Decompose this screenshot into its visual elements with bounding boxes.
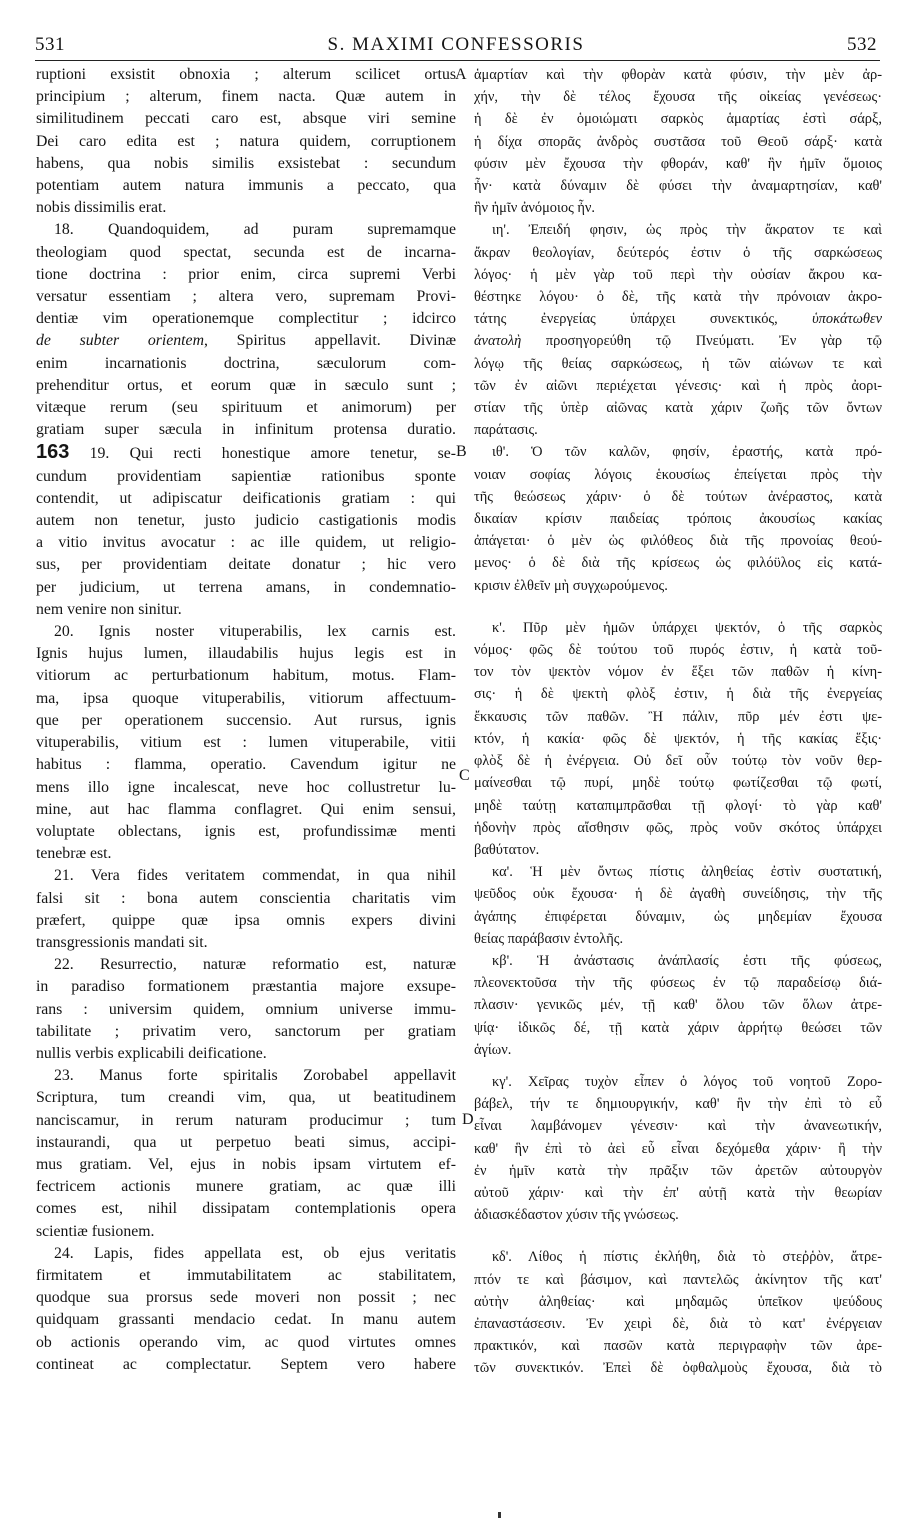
greek-line: ἁμαρτίαν καὶ τὴν φθορὰν κατὰ φύσιν, τὴν μὲν ἀρ- xyxy=(474,67,882,83)
greek-line: τον τὸν ψεκτὸν νόμον ἐν ἕξει τῶν παθῶν ἡ κίνη- xyxy=(474,664,882,681)
latin-line: sus, per providentiam deitate donatur ; hic vero xyxy=(36,556,456,574)
latin-line: nanciscamur, in rerum naturam producimur ; tum xyxy=(36,1111,456,1129)
section-marker-a: A xyxy=(455,66,467,83)
latin-line: Ignis hujus lumen, illaudabilis hujus legis est in xyxy=(36,645,456,663)
latin-line: rans : universim quidem, omnium universe immu- xyxy=(36,1000,456,1018)
latin-line: per judicium, ut terrena amans, in condemnatio- xyxy=(36,578,456,596)
greek-line: πλασιν· γενικῶς μέν, τῇ καθ' ὅλου τῶν ὅλων ἀτρε- xyxy=(474,997,882,1014)
latin-line: a vitio invitus avocatur : ac ille quidem, ut religio- xyxy=(36,534,456,552)
latin-line: mens illo igne incalescat, neve hoc collustretur lu- xyxy=(36,778,456,796)
latin-line: dentiæ vim operationemque complectitur ; idcirco xyxy=(36,310,456,328)
latin-line-rest: , Spiritus appellavit. Divinæ xyxy=(203,332,456,350)
latin-line: fectricem actionis munere gratiam, ac quæ illi xyxy=(36,1178,456,1196)
latin-line: 18. Quandoquidem, ad puram supremamque xyxy=(54,221,456,239)
greek-line: νοιαν σοφίας λόγοις ἑκουσίως ἐπείγεται πρὸς τὴν xyxy=(474,466,882,483)
greek-line: εἶναι λαμβάνομεν γένεσιν· καὶ τὴν ἀνανεωτικήν, xyxy=(474,1118,882,1135)
running-title: S. MAXIMI CONFESSORIS xyxy=(327,34,585,55)
latin-line: Scriptura, tum creandi vim, qua, ut beatitudinem xyxy=(36,1089,456,1107)
greek-line: ψίᾳ· ἰδικῶς δέ, τῇ κατὰ χάριν ἀρρήτῳ θεώσει τῶν xyxy=(474,1019,882,1036)
greek-line: κγ'. Χεῖρας τυχὸν εἶπεν ὁ λόγος τοῦ νοητοῦ Ζορο- xyxy=(492,1073,882,1090)
latin-line: tabilitate ; privatim vero, sanctorum per gratiam xyxy=(36,1022,456,1040)
latin-line: 21. Vera fides veritatem commendat, in qua nihil xyxy=(54,867,456,885)
latin-line xyxy=(36,330,456,352)
greek-line: λόγῳ τῆς θείας σαρκώσεως, ἡ τῶν αἰώνων τε καὶ xyxy=(474,355,882,372)
latin-line: autem non tenetur, justo judicio castigationis modis xyxy=(36,512,456,530)
latin-line: mus gratiam. Vel, ejus in nobis ipsam virtutem ef- xyxy=(36,1155,456,1173)
greek-line: λόγος· ἡ μὲν γὰρ τοῦ περὶ τὴν οὐσίαν ἄκρου κα- xyxy=(474,266,882,283)
latin-line: Dei caro edita est ; natura quidem, corruptionem xyxy=(36,132,456,150)
latin-line-rest: 19. Qui recti honestique amore tenetur, se- xyxy=(89,445,456,463)
latin-line: 22. Resurrectio, naturæ reformatio est, naturæ xyxy=(54,956,456,974)
header-rule xyxy=(35,60,880,61)
greek-line: ἦν· κατὰ δύναμιν δὲ φύσει τὴν ἀναμαρτησίαν, καθ' xyxy=(474,178,882,195)
greek-line xyxy=(474,308,882,330)
greek-line: βαθύτατον. xyxy=(474,841,540,858)
latin-line: falsi sit : bona autem conscientia charitatis vim xyxy=(36,889,456,907)
greek-line: φλὸξ δὲ ἡ ἐνέργεια. Οὐ δεῖ οὖν τούτῳ τὸν νοῦν θερ- xyxy=(474,753,882,770)
latin-line: voluptate oblectans, ignis est, profundissimæ menti xyxy=(36,822,456,840)
greek-line: νόμος· φῶς δὲ τούτου τοῦ πυρός ἐστιν, ἡ κατὰ τοῦ- xyxy=(474,642,882,659)
greek-line: ἁγίων. xyxy=(474,1041,512,1058)
footer-mark xyxy=(498,1512,501,1518)
latin-line: ma, ipsa quoque vituperabilis, vitiorum affectuum- xyxy=(36,689,456,707)
latin-line: 20. Ignis noster vituperabilis, lex carnis est. xyxy=(54,623,456,641)
greek-line: τῶν ἐν αἰῶνι περιέχεται γένεσις· καὶ ἡ πρὸς ἀορι- xyxy=(474,377,882,394)
greek-line: ἀδιασκέδαστον χύσιν τῆς γνώσεως. xyxy=(474,1207,679,1224)
latin-line: tione doctrina : prior enim, circa supremi Verbi xyxy=(36,265,456,283)
greek-italic-phrase: ἀνατολὴ xyxy=(474,333,522,350)
latin-line: habitus : flamma, operatio. Cavendum igitur ne xyxy=(36,756,456,774)
greek-line: στίαν τῆς ὑπὲρ αἰῶνας κατὰ χάριν ζωῆς τῶν ὄντων xyxy=(474,400,882,417)
latin-line: instaurandi, qua ut perpetuo beati simus, accipi- xyxy=(36,1133,456,1151)
latin-line: cundum providentiam sapientiæ rationibus sponte xyxy=(36,467,456,485)
greek-line: ἣν ἡμῖν ἀνόμοιος ἦν. xyxy=(474,200,595,217)
section-marker-d: D xyxy=(462,1111,474,1128)
latin-line: versatur essentiam ; altera vero, supremam Provi- xyxy=(36,288,456,306)
latin-line: vitiorum ac perturbationum habitum, motus. Flam- xyxy=(36,667,456,685)
latin-line: transgressionis mandati sit. xyxy=(36,933,208,951)
greek-italic-phrase: ὑποκάτωθεν xyxy=(812,311,882,328)
greek-line: παράτασις. xyxy=(474,422,538,439)
latin-line: contineat ac complectatur. Septem vero habere xyxy=(36,1355,456,1373)
section-marker-c: C xyxy=(459,767,470,784)
greek-line: κδ'. Λίθος ἡ πίστις ἐκλήθη, διὰ τὸ στεῤῥὸν, ἄτρε- xyxy=(492,1249,882,1266)
greek-line: ἄκραν θεολογίαν, δεύτερός ἐστιν ὁ τῆς σαρκώσεως xyxy=(474,244,882,261)
greek-line: τῆς θεώσεως χάριν· ὁ δὲ τούτων ἀνέραστος, κατὰ xyxy=(474,488,882,505)
greek-line-start: τάτης ἐνεργείας ὑπάρχει συνεκτικός, xyxy=(474,311,778,328)
greek-line: αὐτὴν ἀληθείας· καὶ μηδαμῶς ὑπεῖκον ψεύδους xyxy=(474,1293,882,1310)
section-marker-b: B xyxy=(456,443,467,460)
latin-line: que per operationem succensio. Aut rursus, ignis xyxy=(36,711,456,729)
latin-line: ruptioni exsistit obnoxia ; alterum scilicet ortus xyxy=(36,66,456,83)
greek-column xyxy=(474,64,882,1380)
greek-line: δικαίαν κρίσιν παιδείας τρόποις ἀκουσίως κακίας xyxy=(474,511,882,528)
greek-line: μηδὲ ταύτῃ καταπιμπρᾶσθαι τῇ φλογί· τὸ γὰρ καθ' xyxy=(474,797,882,814)
greek-line: μαίνεσθαι τῷ πυρί, μηδὲ τούτῳ φωτίζεσθαι τῷ φωτί, xyxy=(474,775,882,792)
greek-line: καθ' ἣν ἐπὶ τὸ ἀεὶ εὖ εἶναι δεχόμεθα χάριν· ἢ τὴν xyxy=(474,1140,882,1157)
greek-line: πλεονεκτοῦσα τὴν τῆς φύσεως ἐν τῷ παραδείσῳ διά- xyxy=(474,975,882,992)
greek-line: ιη'. Ἐπειδή φησιν, ὡς πρὸς τὴν ἄκρατον τε καὶ xyxy=(492,222,882,239)
greek-line: κρισιν ἐλθεῖν μὴ συγχωρούμενος. xyxy=(474,577,668,594)
greek-line: φύσιν μὲν ἔχουσα τὴν φθοράν, καθ' ἣν ἡμῖν ὅμοιος xyxy=(474,155,882,172)
greek-line: θέστηκε λόγου· ὁ δὲ, τῆς κατὰ τὴν πρόνοιαν ἀκρο- xyxy=(474,289,882,306)
latin-line: tenebræ est. xyxy=(36,845,112,863)
latin-line: enim incarnationis doctrina, sæculorum com- xyxy=(36,354,456,372)
latin-line: ob actionis operando vim, ac quod virtutes omnes xyxy=(36,1333,456,1351)
paragraph-gap xyxy=(474,597,882,617)
greek-line: ψεῦδος οὐκ ἔχουσα· ἡ δὲ ἀγαθὴ συνείδησις, τὴν τῆς xyxy=(474,886,882,903)
latin-line: firmitatem et immutabilitatem ac stabilitatem, xyxy=(36,1266,456,1284)
column-number: 163 xyxy=(36,441,70,464)
latin-line: similitudinem peccati caro est, absque viri semine xyxy=(36,110,456,128)
latin-line: theologiam quod spectat, secunda est de incarna- xyxy=(36,243,456,261)
greek-line: σις· ἡ δὲ ψεκτὴ φλὸξ ἐστιν, ἡ διὰ τῆς ἐνεργείας xyxy=(474,686,882,703)
greek-line: πρακτικόν, καὶ πασῶν κατὰ περιγραφὴν τῶν ἀρε- xyxy=(474,1338,882,1355)
latin-line: in paradiso formationem præstantia majore exsupe- xyxy=(36,978,456,996)
greek-line: κ'. Πῦρ μὲν ἡμῶν ὑπάρχει ψεκτόν, ὁ τῆς σαρκὸς xyxy=(492,619,882,636)
latin-line: comes est, nihil dissipatam contemplationis opera xyxy=(36,1200,456,1218)
greek-line: ἡδονὴν πρὸς αἴσθησιν φῶς, πρὸς νοῦν σκότος ὑπάρχει xyxy=(474,819,882,836)
paragraph-gap xyxy=(474,1061,882,1071)
greek-line: ἐπαναστάσεσιν. Ἐν χειρὶ δὲ, διὰ τὸ κατ' ἐνέργειαν xyxy=(474,1315,882,1332)
latin-line: scientiæ fusionem. xyxy=(36,1222,155,1240)
latin-column xyxy=(36,64,456,1376)
latin-italic-phrase: de subter orientem xyxy=(36,332,204,350)
latin-line: nem venire non sinitur. xyxy=(36,600,182,618)
latin-line: 23. Manus forte spiritalis Zorobabel appellavit xyxy=(54,1067,456,1085)
greek-line: χήν, τὴν δὲ τέλος ἔχουσα τῆς οἰκείας γενέσεως· xyxy=(474,89,882,106)
running-header xyxy=(35,34,877,56)
latin-line: mine, aut hac flamma conflagret. Qui enim sensui, xyxy=(36,800,456,818)
latin-line: 24. Lapis, fides appellata est, ob ejus veritatis xyxy=(54,1244,456,1262)
greek-line: ἡ δίχα σπορᾶς ἀνδρὸς συστᾶσα τοῦ Θεοῦ σάρξ· κατὰ xyxy=(474,133,882,150)
latin-line xyxy=(36,441,456,465)
latin-line: præfert, quippe quæ ipsa omnis expers divini xyxy=(36,911,456,929)
latin-line: principium ; alterum, finem nacta. Quæ autem in xyxy=(36,88,456,106)
latin-line: nobis dissimilis erat. xyxy=(36,199,167,217)
greek-line: τῶν συνεκτικόν. Ἐπεὶ δὲ ὀφθαλμοὺς ἔχουσα, διὰ τὸ xyxy=(474,1360,882,1377)
latin-line: vitæque rerum (seu spirituum et animorum) per xyxy=(36,399,456,417)
latin-line: contendit, ut adipiscatur deificationis gratiam : qui xyxy=(36,489,456,507)
latin-line: gratiam super sæcula in infinitum protensa duratio. xyxy=(36,421,456,439)
paragraph-gap xyxy=(474,1226,882,1246)
greek-line: κβ'. Ἡ ἀνάστασις ἀνάπλασίς ἐστι τῆς φύσεως, xyxy=(492,952,882,969)
page-number-left: 531 xyxy=(35,34,65,55)
greek-line: ἔκκαυσις τῶν παθῶν. Ἢ πάλιν, πῦρ μέν ἐστι ψε- xyxy=(474,708,882,725)
greek-line-rest: προσηγορεύθη τῷ Πνεύματι. Ἐν γὰρ τῷ xyxy=(545,333,882,350)
greek-line xyxy=(474,330,882,352)
greek-line: ἡ δὲ ἐν ὁμοιώματι σαρκὸς ἁμαρτίας ἐστὶ σάρξ, xyxy=(474,111,882,128)
latin-line: quidquam grassanti mendacio cedat. In manu autem xyxy=(36,1311,456,1329)
greek-line: ἐν ἡμῖν κατὰ τὴν πρᾶξιν τῶν ἀρετῶν αὐτουργὸν xyxy=(474,1162,882,1179)
latin-line: vituperabilis, vitium est : lumen vituperabile, vitii xyxy=(36,734,456,752)
greek-line: μενος· ὁ δὲ διὰ τῆς κρίσεως ὡς φιλόϋλος εἰς κατά- xyxy=(474,555,882,572)
latin-line: quodque sua prorsus sede moveri non possit ; nec xyxy=(36,1289,456,1307)
greek-line: κτόν, ἡ κακία· φῶς δὲ ψεκτόν, ἡ τῆς κακίας ἕξις· xyxy=(474,730,882,747)
latin-line: potentiam autem natura immunis a peccato, qua xyxy=(36,177,456,195)
greek-line: ἀγάπης ἐπιφέρεται δύναμιν, ὡς μηδεμίαν ἔχουσα xyxy=(474,908,882,925)
page-number-right: 532 xyxy=(847,34,877,55)
greek-line: βάβελ, τήν τε δημιουργικήν, καθ' ἣν τὴν ἐπὶ τὸ εὖ xyxy=(474,1096,882,1113)
latin-line: habens, qua nobis similis exsistebat : secundum xyxy=(36,154,456,172)
greek-line: ιθ'. Ὁ τῶν καλῶν, φησίν, ἐραστής, κατὰ πρό- xyxy=(492,444,882,461)
greek-line: πτόν τε καὶ βάσιμον, καὶ παντελῶς ἀκίνητον τῆς κατ' xyxy=(474,1271,882,1288)
greek-line: αὐτοῦ χάριν· καὶ τὴν ἐπ' αὐτῇ κατὰ τὴν θεωρίαν xyxy=(474,1184,882,1201)
greek-line: κα'. Ἡ μὲν ὄντως πίστις ἀληθείας ἐστὶν συστατική, xyxy=(492,864,882,881)
greek-line: θείας παράβασιν ἐντολῆς. xyxy=(474,930,624,947)
latin-line: prehenditur ortus, et eorum quæ in sæculo sunt ; xyxy=(36,376,456,394)
greek-line: ἀπάγεται· ὁ μὲν ὡς φιλόθεος διὰ τῆς προνοίας θεού- xyxy=(474,533,882,550)
latin-line: nullis verbis explicabili deificatione. xyxy=(36,1044,267,1062)
